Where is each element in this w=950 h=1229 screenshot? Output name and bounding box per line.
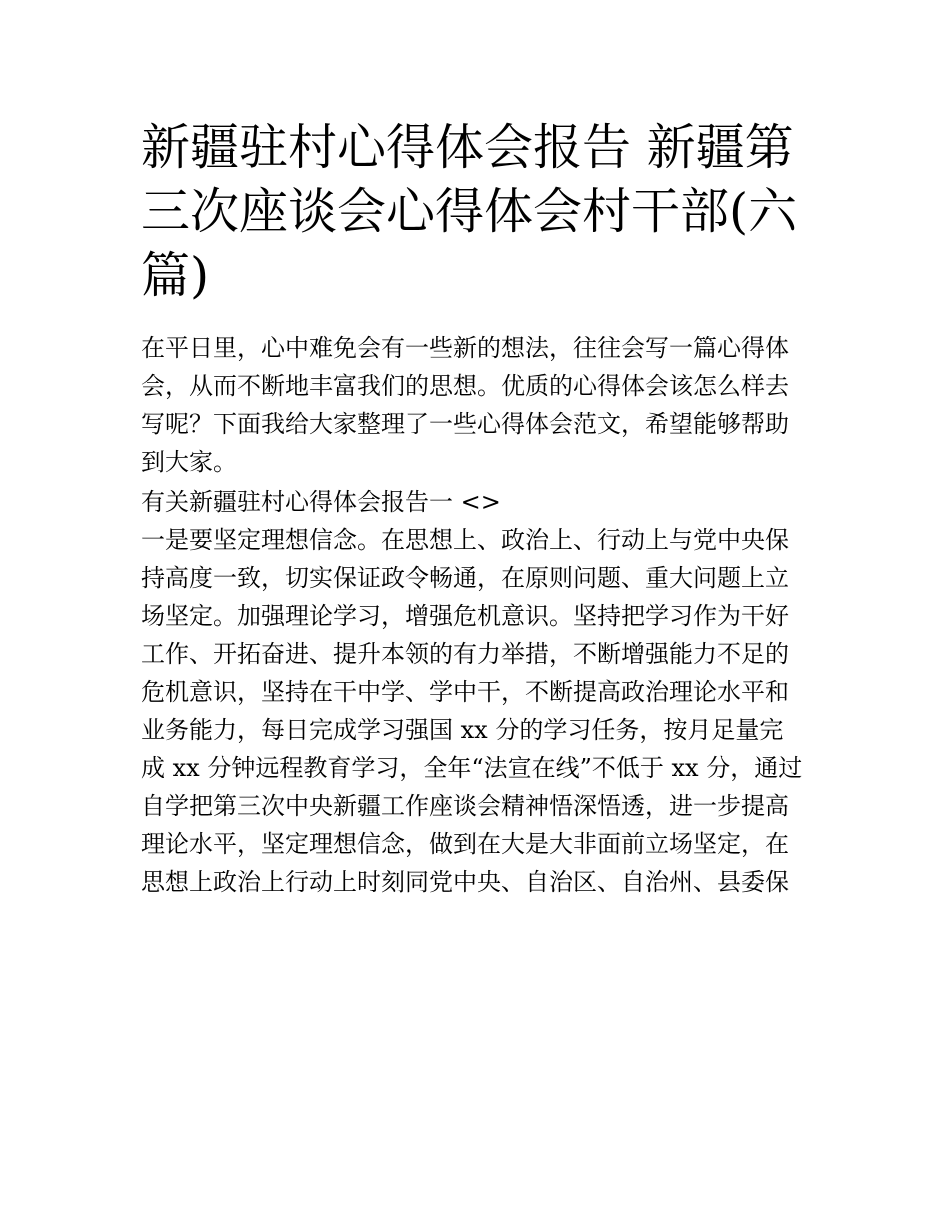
document-title bbox=[141, 116, 813, 308]
body-paragraph bbox=[141, 521, 813, 901]
title-line: 新疆驻村心得体会报告 新疆第 bbox=[141, 119, 794, 176]
intro-paragraph bbox=[141, 329, 813, 481]
text-line: 会，从而不断地丰富我们的思想。优质的心得体会该怎么样去 bbox=[141, 372, 789, 400]
text-line: 场坚定。加强理论学习，增强危机意识。坚持把学习作为干好 bbox=[141, 602, 789, 630]
title-line: 三次座谈会心得体会村干部(六 bbox=[141, 183, 798, 240]
document-body bbox=[141, 329, 813, 901]
document-page bbox=[141, 116, 813, 901]
text-line: 思想上政治上行动上时刻同党中央、自治区、自治州、县委保 bbox=[141, 868, 789, 896]
text-line: 持高度一致，切实保证政令畅通，在原则问题、重大问题上立 bbox=[141, 564, 789, 592]
text-line: 一是要坚定理想信念。在思想上、政治上、行动上与党中央保 bbox=[141, 526, 789, 554]
text-line: 工作、开拓奋进、提升本领的有力举措，不断增强能力不足的 bbox=[141, 640, 789, 668]
section-heading: 有关新疆驻村心得体会报告一 <> bbox=[141, 488, 501, 516]
text-line: 危机意识，坚持在干中学、学中干，不断提高政治理论水平和 bbox=[141, 678, 789, 706]
text-line: 业务能力，每日完成学习强国 xx 分的学习任务，按月足量完 bbox=[141, 716, 784, 744]
text-line: 写呢？下面我给大家整理了一些心得体会范文，希望能够帮助 bbox=[141, 410, 789, 438]
title-line: 篇) bbox=[141, 247, 210, 304]
text-line: 理论水平，坚定理想信念，做到在大是大非面前立场坚定，在 bbox=[141, 830, 789, 858]
text-line: 在平日里，心中难免会有一些新的想法，往往会写一篇心得体 bbox=[141, 334, 789, 362]
text-line: 到大家。 bbox=[141, 448, 237, 476]
text-line: 成 xx 分钟远程教育学习，全年“法宣在线”不低于 xx 分，通过 bbox=[141, 754, 803, 782]
text-line: 自学把第三次中央新疆工作座谈会精神悟深悟透，进一步提高 bbox=[141, 792, 789, 820]
